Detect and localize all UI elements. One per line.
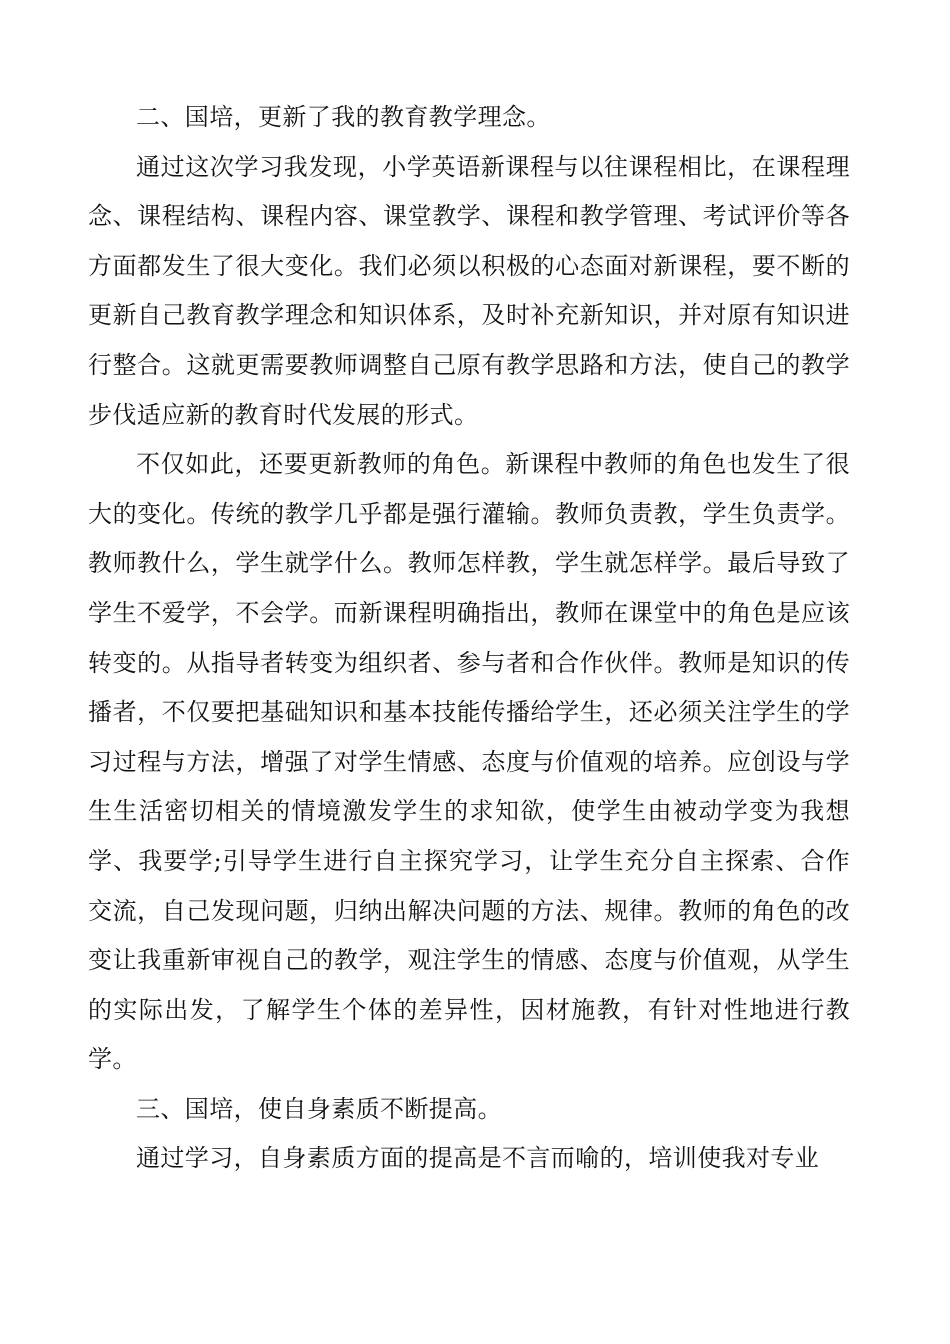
body-paragraph: 通过学习，自身素质方面的提高是不言而喻的，培训使我对专业 xyxy=(136,1144,820,1173)
section-heading-2: 二、国培，更新了我的教育教学理念。 xyxy=(136,103,551,131)
body-paragraph: 通过这次学习我发现，小学英语新课程与以往课程相比，在课程理念、课程结构、课程内容、课堂教学、课程和教学管理、考试评价等各方面都发生了很大变化。我们必须以积极的心态面对新课程，要不断的更新自己教育教学理念和知识体系，及时补充新知识，并对原有知识进行整合。这就更需要教师调整自己原有教学思路和方法，使自己的教学步伐适应新的教育时代发展的形式。 xyxy=(88,152,850,429)
body-paragraph: 不仅如此，还要更新教师的角色。新课程中教师的角色也发生了很大的变化。传统的教学几乎都是强行灌输。教师负责教，学生负责学。教师教什么，学生就学什么。教师怎样教，学生就怎样学。最后导致了学生不爱学，不会学。而新课程明确指出，教师在课堂中的角色是应该转变的。从指导者转变为组织者、参与者和合作伙伴。教师是知识的传播者，不仅要把基础知识和基本技能传播给学生，还必须关注学生的学习过程与方法，增强了对学生情感、态度与价值观的培养。应创设与学生生活密切相关的情境激发学生的求知欲，使学生由被动学变为我想学、我要学;引导学生进行自主探究学习，让学生充分自主探索、合作交流，自己发现问题，归纳出解决问题的方法、规律。教师的角色的改变让我重新审视自己的教学，观注学生的情感、态度与价值观，从学生的实际出发，了解学生个体的差异性，因材施教，有针对性地进行教学。 xyxy=(88,450,850,1074)
section-heading-3: 三、国培，使自身素质不断提高。 xyxy=(136,1094,502,1123)
